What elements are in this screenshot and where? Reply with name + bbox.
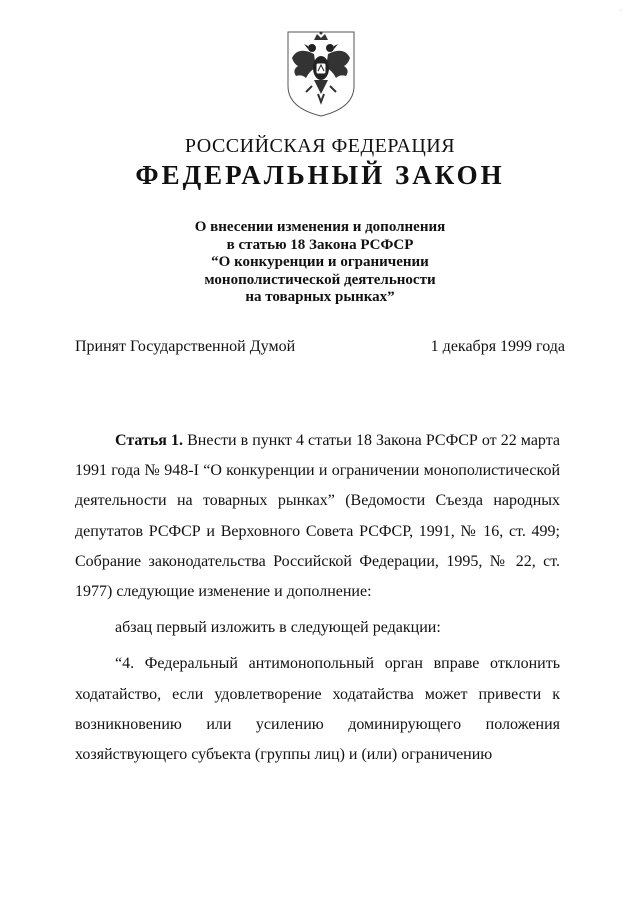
article-intro: Внести в пункт 4 статьи 18 Закона РСФСР от 22 марта 1991 года № 948-I “О конкуренции и ограничении монополистической деятельности на товарных рынках” (Ведомости Съезда народных депутатов РСФСР и Верховного Совета РСФСР, 1991, № 16, ст. 499; Собрание законодательства Российской Федерации, 1995, № 22, ст. 1977) следующие изменение и дополнение: [75, 432, 561, 601]
law-title-line: О внесении изменения и дополнения [194, 219, 446, 235]
country-name: РОССИЙСКАЯ ФЕДЕРАЦИЯ [184, 135, 456, 157]
adoption-date: 1 декабря 1999 года [430, 338, 565, 355]
article-paragraph: “4. Федеральный антимонопольный орган вправе отклонить ходатайство, если удовлетворение ходатайства может привести к возникновению или усилению доминирующего положения хозяйствующего субъекта (группы лиц) и (или) ограничению [75, 655, 560, 764]
law-title-line: в статью 18 Закона РСФСР [226, 236, 414, 253]
law-title-line: “О конкуренции и ограничении [211, 254, 429, 270]
article-label: Статья 1. [115, 432, 184, 449]
article-body [75, 426, 560, 770]
document-type: ФЕДЕРАЛЬНЫЙ ЗАКОН [135, 160, 505, 190]
article-paragraph: абзац первый изложить в следующей редакции: [115, 619, 441, 637]
law-title [120, 219, 520, 307]
scan-corner-mark: · [619, 6, 622, 15]
adopted-by: Принят Государственной Думой [75, 338, 296, 355]
law-title-line: монополистической деятельности [204, 271, 436, 288]
coat-of-arms-icon [284, 28, 358, 118]
law-title-line: на товарных рынках” [245, 289, 395, 305]
article-paragraph [75, 426, 560, 607]
